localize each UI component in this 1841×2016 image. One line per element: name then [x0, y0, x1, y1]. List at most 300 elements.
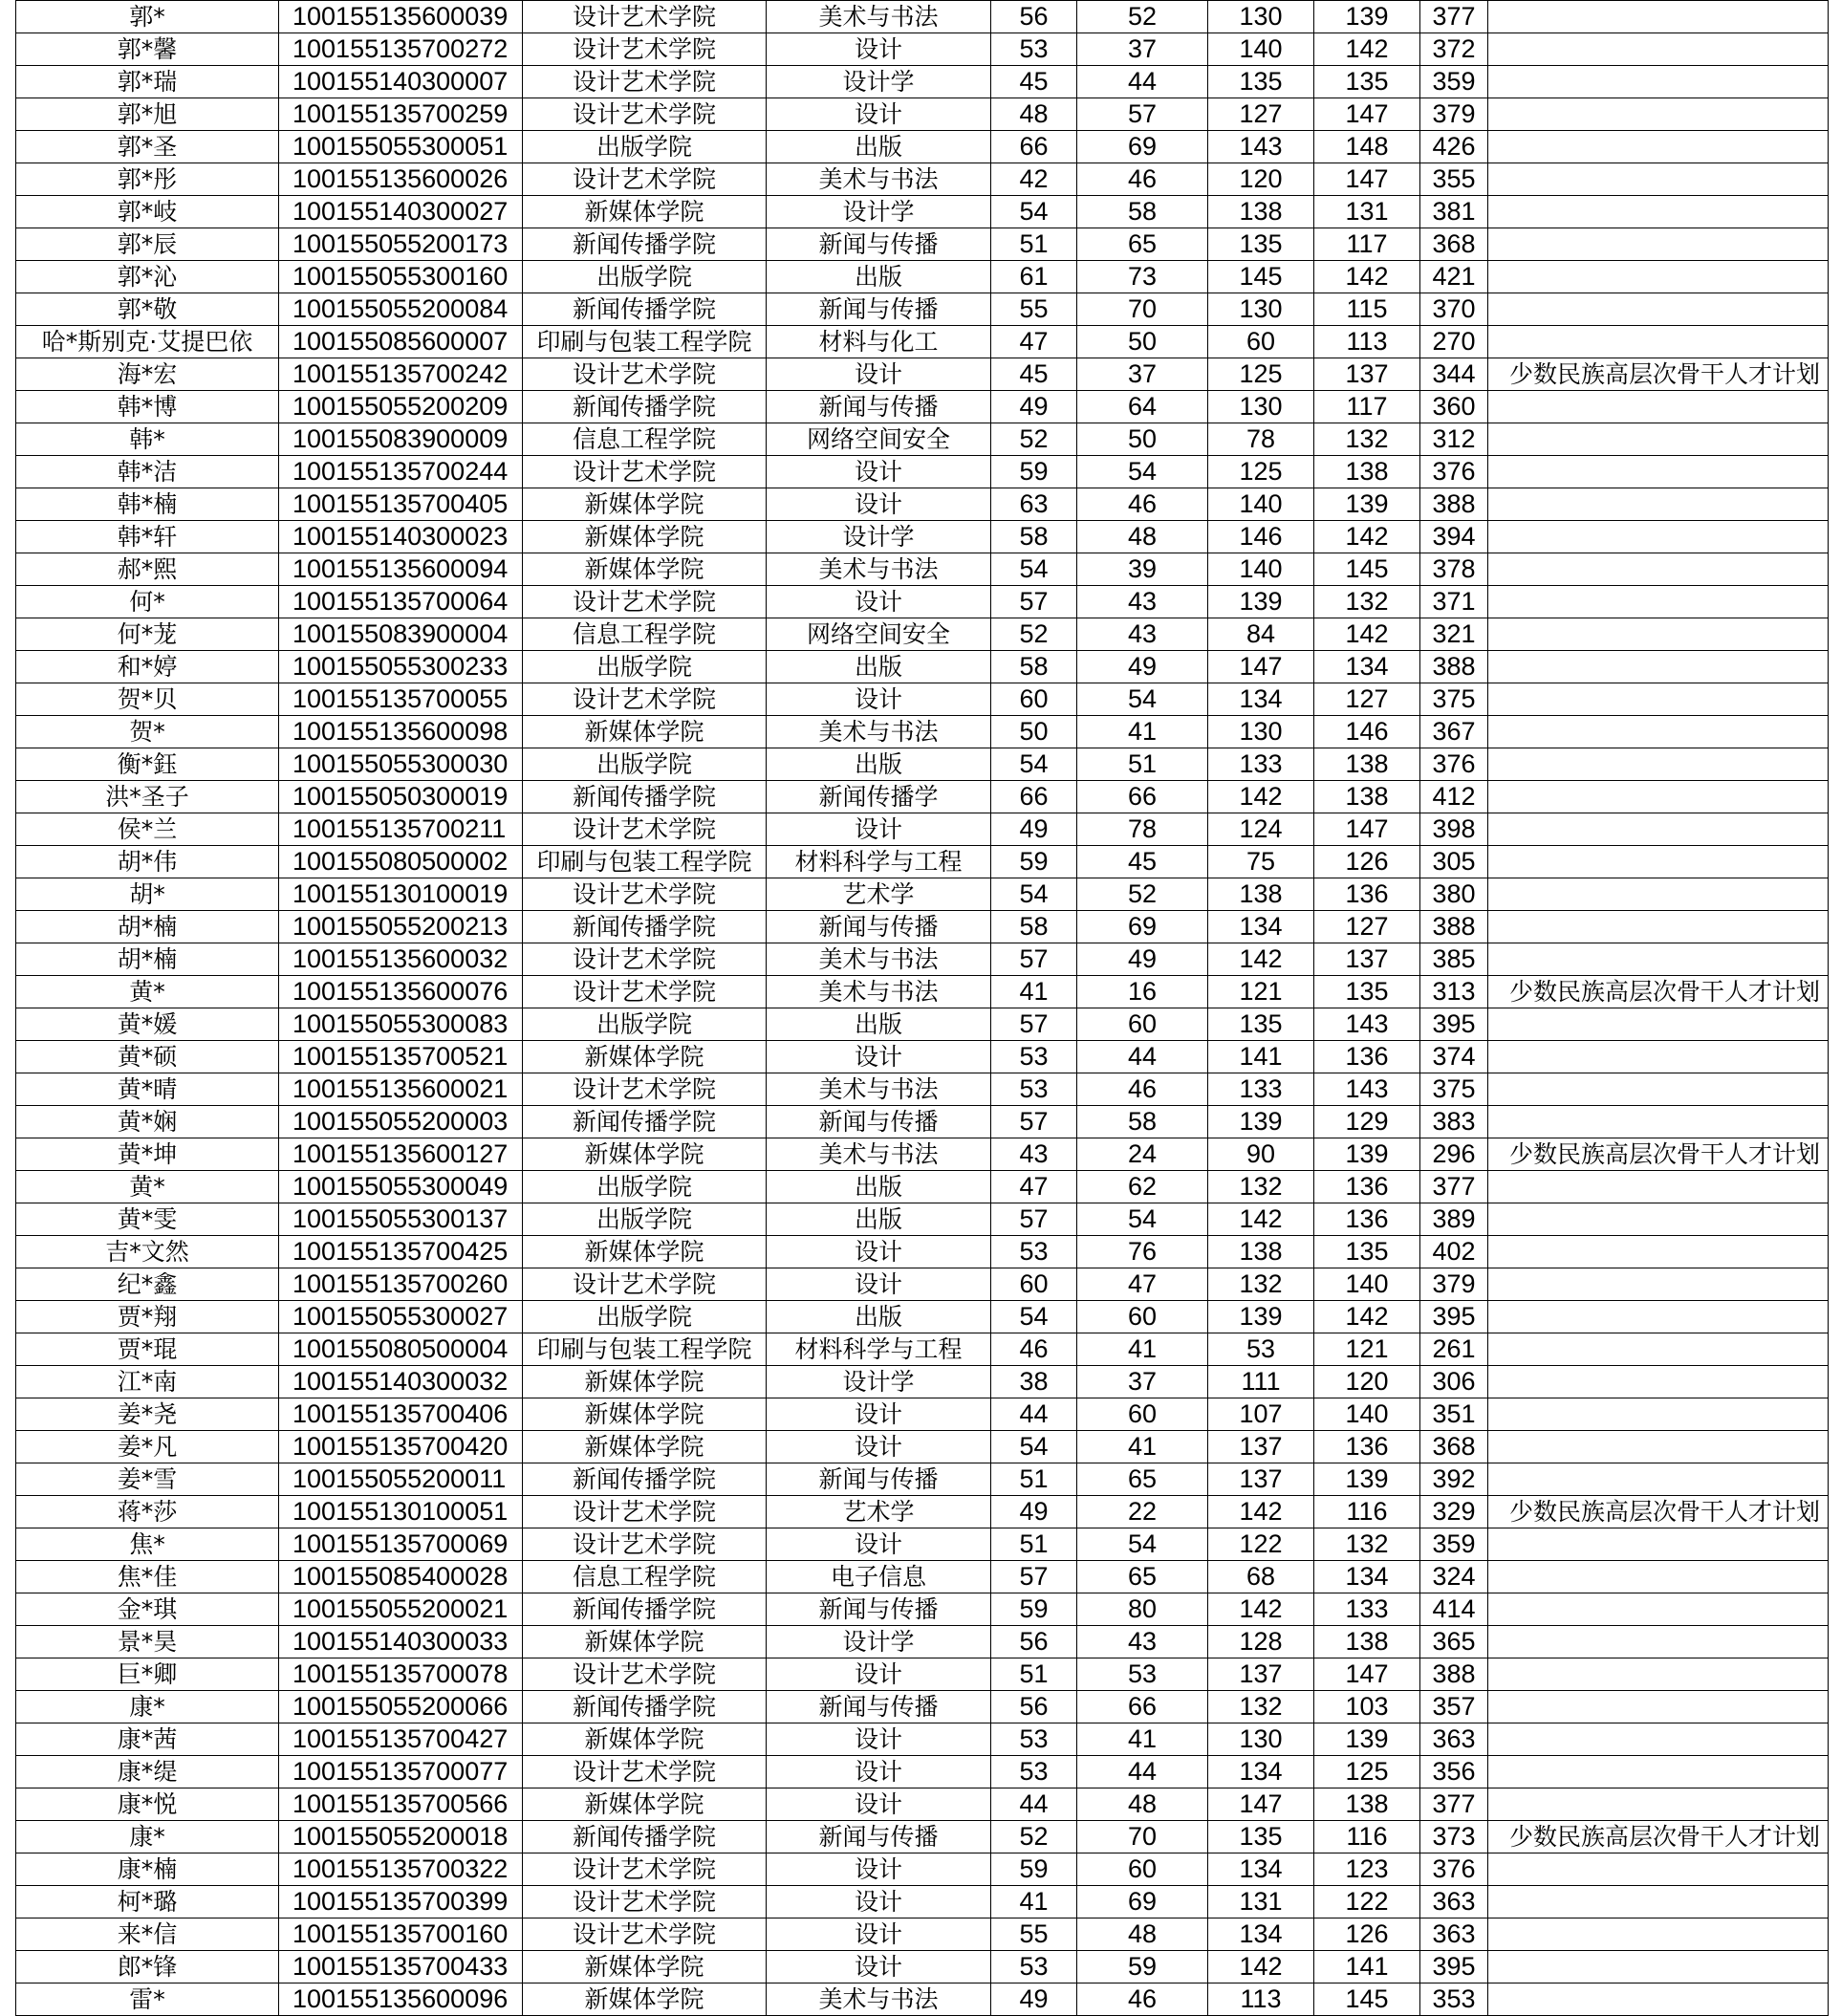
cell-score-1: 47: [991, 326, 1077, 358]
cell-major: 设计: [767, 1528, 991, 1561]
cell-score-3: 142: [1208, 1203, 1314, 1236]
cell-score-4: 146: [1314, 716, 1420, 748]
cell-exam-id: 100155055300233: [279, 651, 523, 683]
cell-note: 少数民族高层次骨干人才计划: [1488, 976, 1829, 1008]
cell-score-2: 22: [1077, 1496, 1208, 1528]
cell-exam-id: 100155055200209: [279, 391, 523, 423]
cell-score-3: 140: [1208, 553, 1314, 586]
cell-name: 郭*岐: [16, 196, 279, 228]
cell-score-3: 137: [1208, 1658, 1314, 1691]
cell-score-1: 42: [991, 163, 1077, 196]
table-row: [16, 748, 1829, 781]
cell-total: 368: [1420, 1431, 1488, 1463]
cell-major: 新闻与传播: [767, 1821, 991, 1853]
cell-score-1: 45: [991, 358, 1077, 391]
cell-name: 贺*: [16, 716, 279, 748]
cell-total: 360: [1420, 391, 1488, 423]
cell-college: 新闻传播学院: [523, 391, 767, 423]
cell-total: 313: [1420, 976, 1488, 1008]
cell-name: 黄*: [16, 1171, 279, 1203]
cell-name: 何*: [16, 586, 279, 618]
cell-score-2: 41: [1077, 1333, 1208, 1366]
cell-college: 新媒体学院: [523, 553, 767, 586]
cell-major: 美术与书法: [767, 976, 991, 1008]
cell-name: 海*宏: [16, 358, 279, 391]
table-row: [16, 1821, 1829, 1853]
cell-exam-id: 100155135700069: [279, 1528, 523, 1561]
cell-exam-id: 100155055300137: [279, 1203, 523, 1236]
cell-exam-id: 100155135700399: [279, 1886, 523, 1918]
cell-exam-id: 100155135700260: [279, 1268, 523, 1301]
cell-name: 康*: [16, 1691, 279, 1723]
table-row: [16, 976, 1829, 1008]
table-row: [16, 1106, 1829, 1138]
table-row: [16, 1918, 1829, 1951]
cell-score-3: 121: [1208, 976, 1314, 1008]
cell-major: 网络空间安全: [767, 423, 991, 456]
cell-score-3: 142: [1208, 1496, 1314, 1528]
cell-college: 信息工程学院: [523, 618, 767, 651]
cell-major: 材料与化工: [767, 326, 991, 358]
cell-college: 新媒体学院: [523, 1431, 767, 1463]
cell-score-4: 136: [1314, 1041, 1420, 1073]
cell-note: [1488, 1593, 1829, 1626]
cell-note: [1488, 1951, 1829, 1983]
cell-score-4: 117: [1314, 228, 1420, 261]
cell-name: 康*: [16, 1821, 279, 1853]
cell-total: 394: [1420, 521, 1488, 553]
cell-name: 康*悦: [16, 1788, 279, 1821]
cell-major: 设计: [767, 813, 991, 846]
cell-name: 贾*翔: [16, 1301, 279, 1333]
cell-major: 设计: [767, 1398, 991, 1431]
cell-total: 395: [1420, 1951, 1488, 1983]
cell-college: 出版学院: [523, 748, 767, 781]
cell-major: 设计: [767, 33, 991, 66]
cell-score-4: 147: [1314, 98, 1420, 131]
cell-score-4: 142: [1314, 33, 1420, 66]
cell-score-4: 121: [1314, 1333, 1420, 1366]
cell-total: 381: [1420, 196, 1488, 228]
cell-score-3: 68: [1208, 1561, 1314, 1593]
cell-name: 和*婷: [16, 651, 279, 683]
cell-name: 郭*圣: [16, 131, 279, 163]
cell-major: 设计: [767, 586, 991, 618]
cell-major: 艺术学: [767, 878, 991, 911]
cell-college: 印刷与包装工程学院: [523, 846, 767, 878]
cell-score-1: 51: [991, 1658, 1077, 1691]
cell-score-2: 44: [1077, 1756, 1208, 1788]
cell-name: 郎*锋: [16, 1951, 279, 1983]
cell-total: 392: [1420, 1463, 1488, 1496]
cell-note: [1488, 1008, 1829, 1041]
cell-score-2: 52: [1077, 878, 1208, 911]
table-row: [16, 1983, 1829, 2016]
cell-total: 368: [1420, 228, 1488, 261]
cell-college: 新媒体学院: [523, 1236, 767, 1268]
cell-college: 设计艺术学院: [523, 1886, 767, 1918]
cell-score-3: 53: [1208, 1333, 1314, 1366]
cell-name: 贾*琨: [16, 1333, 279, 1366]
cell-score-4: 140: [1314, 1398, 1420, 1431]
table-row: [16, 716, 1829, 748]
cell-name: 黄*媛: [16, 1008, 279, 1041]
cell-total: 306: [1420, 1366, 1488, 1398]
cell-major: 设计: [767, 1886, 991, 1918]
cell-total: 378: [1420, 553, 1488, 586]
cell-score-1: 56: [991, 1, 1077, 33]
cell-score-1: 55: [991, 1918, 1077, 1951]
cell-score-1: 58: [991, 521, 1077, 553]
cell-score-4: 135: [1314, 1236, 1420, 1268]
cell-name: 柯*璐: [16, 1886, 279, 1918]
cell-major: 美术与书法: [767, 1, 991, 33]
cell-score-1: 58: [991, 911, 1077, 943]
cell-major: 新闻与传播: [767, 911, 991, 943]
cell-score-2: 78: [1077, 813, 1208, 846]
cell-exam-id: 100155055300160: [279, 261, 523, 293]
cell-exam-id: 100155135700078: [279, 1658, 523, 1691]
cell-name: 韩*洁: [16, 456, 279, 488]
table-row: [16, 943, 1829, 976]
table-row: [16, 1431, 1829, 1463]
cell-score-1: 57: [991, 1008, 1077, 1041]
cell-score-3: 137: [1208, 1463, 1314, 1496]
cell-score-2: 69: [1077, 131, 1208, 163]
cell-college: 新媒体学院: [523, 1398, 767, 1431]
cell-exam-id: 100155135600076: [279, 976, 523, 1008]
cell-score-3: 138: [1208, 1236, 1314, 1268]
cell-total: 351: [1420, 1398, 1488, 1431]
table-row: [16, 1886, 1829, 1918]
cell-score-2: 48: [1077, 1788, 1208, 1821]
cell-exam-id: 100155135700420: [279, 1431, 523, 1463]
table-row: [16, 1788, 1829, 1821]
cell-score-4: 139: [1314, 1138, 1420, 1171]
cell-score-4: 147: [1314, 1658, 1420, 1691]
cell-note: [1488, 98, 1829, 131]
cell-score-4: 142: [1314, 261, 1420, 293]
cell-exam-id: 100155055200066: [279, 1691, 523, 1723]
cell-exam-id: 100155135700406: [279, 1398, 523, 1431]
cell-score-3: 145: [1208, 261, 1314, 293]
table-row: [16, 553, 1829, 586]
cell-score-1: 54: [991, 748, 1077, 781]
cell-college: 设计艺术学院: [523, 33, 767, 66]
cell-score-4: 136: [1314, 878, 1420, 911]
cell-total: 375: [1420, 683, 1488, 716]
cell-score-3: 135: [1208, 1821, 1314, 1853]
cell-total: 321: [1420, 618, 1488, 651]
cell-score-1: 54: [991, 196, 1077, 228]
cell-score-3: 130: [1208, 716, 1314, 748]
cell-exam-id: 100155135600098: [279, 716, 523, 748]
cell-total: 377: [1420, 1, 1488, 33]
cell-score-2: 76: [1077, 1236, 1208, 1268]
cell-score-4: 136: [1314, 1431, 1420, 1463]
table-row: [16, 1171, 1829, 1203]
cell-score-2: 47: [1077, 1268, 1208, 1301]
cell-name: 黄*: [16, 976, 279, 1008]
table-row: [16, 1463, 1829, 1496]
cell-score-4: 138: [1314, 1788, 1420, 1821]
cell-name: 蒋*莎: [16, 1496, 279, 1528]
cell-college: 设计艺术学院: [523, 163, 767, 196]
cell-name: 纪*鑫: [16, 1268, 279, 1301]
cell-score-3: 122: [1208, 1528, 1314, 1561]
cell-note: [1488, 228, 1829, 261]
cell-total: 377: [1420, 1788, 1488, 1821]
cell-score-2: 54: [1077, 456, 1208, 488]
cell-name: 黄*雯: [16, 1203, 279, 1236]
table-row: [16, 1398, 1829, 1431]
cell-college: 新闻传播学院: [523, 1593, 767, 1626]
cell-major: 出版: [767, 1301, 991, 1333]
cell-score-4: 131: [1314, 196, 1420, 228]
cell-score-2: 46: [1077, 1073, 1208, 1106]
cell-score-3: 124: [1208, 813, 1314, 846]
cell-note: [1488, 586, 1829, 618]
cell-college: 设计艺术学院: [523, 1268, 767, 1301]
cell-exam-id: 100155140300027: [279, 196, 523, 228]
cell-major: 设计: [767, 1041, 991, 1073]
cell-note: [1488, 293, 1829, 326]
cell-score-1: 47: [991, 1171, 1077, 1203]
cell-score-2: 66: [1077, 1691, 1208, 1723]
cell-name: 郝*熙: [16, 553, 279, 586]
cell-exam-id: 100155055300030: [279, 748, 523, 781]
cell-score-3: 132: [1208, 1171, 1314, 1203]
cell-note: [1488, 1301, 1829, 1333]
cell-score-4: 139: [1314, 1, 1420, 33]
cell-exam-id: 100155135700244: [279, 456, 523, 488]
cell-name: 姜*雪: [16, 1463, 279, 1496]
cell-score-2: 41: [1077, 1723, 1208, 1756]
cell-name: 何*茏: [16, 618, 279, 651]
cell-score-2: 54: [1077, 1203, 1208, 1236]
cell-score-1: 53: [991, 33, 1077, 66]
cell-total: 367: [1420, 716, 1488, 748]
cell-college: 设计艺术学院: [523, 1853, 767, 1886]
cell-score-2: 70: [1077, 1821, 1208, 1853]
cell-note: [1488, 423, 1829, 456]
cell-score-2: 80: [1077, 1593, 1208, 1626]
cell-score-2: 44: [1077, 66, 1208, 98]
cell-exam-id: 100155135600096: [279, 1983, 523, 2016]
cell-score-4: 126: [1314, 846, 1420, 878]
cell-college: 新闻传播学院: [523, 1106, 767, 1138]
cell-note: [1488, 1561, 1829, 1593]
cell-score-4: 126: [1314, 1918, 1420, 1951]
table-row: [16, 358, 1829, 391]
cell-name: 黄*硕: [16, 1041, 279, 1073]
cell-exam-id: 100155140300033: [279, 1626, 523, 1658]
cell-major: 出版: [767, 748, 991, 781]
cell-total: 329: [1420, 1496, 1488, 1528]
cell-exam-id: 100155135700405: [279, 488, 523, 521]
table-row: [16, 293, 1829, 326]
cell-total: 388: [1420, 911, 1488, 943]
cell-note: [1488, 716, 1829, 748]
cell-exam-id: 100155135600127: [279, 1138, 523, 1171]
table-row: [16, 846, 1829, 878]
cell-name: 哈*斯别克·艾提巴依: [16, 326, 279, 358]
table-row: [16, 683, 1829, 716]
cell-score-1: 50: [991, 716, 1077, 748]
cell-exam-id: 100155055200018: [279, 1821, 523, 1853]
cell-score-4: 143: [1314, 1073, 1420, 1106]
cell-name: 黄*坤: [16, 1138, 279, 1171]
cell-score-1: 52: [991, 1821, 1077, 1853]
cell-score-1: 53: [991, 1236, 1077, 1268]
cell-total: 395: [1420, 1301, 1488, 1333]
cell-exam-id: 100155135700160: [279, 1918, 523, 1951]
cell-score-1: 52: [991, 423, 1077, 456]
cell-total: 414: [1420, 1593, 1488, 1626]
cell-college: 出版学院: [523, 651, 767, 683]
cell-score-1: 54: [991, 878, 1077, 911]
cell-note: [1488, 943, 1829, 976]
cell-score-2: 37: [1077, 33, 1208, 66]
cell-note: [1488, 911, 1829, 943]
cell-college: 新媒体学院: [523, 716, 767, 748]
cell-name: 胡*楠: [16, 943, 279, 976]
cell-exam-id: 100155135600094: [279, 553, 523, 586]
cell-major: 设计: [767, 1788, 991, 1821]
cell-major: 设计学: [767, 521, 991, 553]
cell-exam-id: 100155083900009: [279, 423, 523, 456]
cell-exam-id: 100155080500002: [279, 846, 523, 878]
cell-score-3: 146: [1208, 521, 1314, 553]
cell-college: 新闻传播学院: [523, 781, 767, 813]
cell-total: 371: [1420, 586, 1488, 618]
cell-total: 373: [1420, 1821, 1488, 1853]
table-row: [16, 521, 1829, 553]
cell-major: 美术与书法: [767, 943, 991, 976]
cell-college: 出版学院: [523, 261, 767, 293]
cell-score-4: 132: [1314, 1528, 1420, 1561]
cell-score-4: 137: [1314, 358, 1420, 391]
cell-score-4: 136: [1314, 1171, 1420, 1203]
cell-name: 胡*伟: [16, 846, 279, 878]
cell-score-3: 139: [1208, 586, 1314, 618]
cell-note: [1488, 1658, 1829, 1691]
table-row: [16, 33, 1829, 66]
cell-score-3: 120: [1208, 163, 1314, 196]
cell-note: [1488, 261, 1829, 293]
cell-total: 356: [1420, 1756, 1488, 1788]
cell-score-3: 134: [1208, 1918, 1314, 1951]
cell-score-4: 142: [1314, 521, 1420, 553]
cell-score-2: 39: [1077, 553, 1208, 586]
cell-score-4: 139: [1314, 1723, 1420, 1756]
table-row: [16, 1203, 1829, 1236]
cell-total: 344: [1420, 358, 1488, 391]
cell-score-4: 148: [1314, 131, 1420, 163]
cell-exam-id: 100155055300027: [279, 1301, 523, 1333]
cell-major: 设计: [767, 1756, 991, 1788]
cell-college: 信息工程学院: [523, 423, 767, 456]
cell-score-3: 134: [1208, 1853, 1314, 1886]
cell-score-1: 55: [991, 293, 1077, 326]
table-row: [16, 1073, 1829, 1106]
table-row: [16, 391, 1829, 423]
cell-score-3: 128: [1208, 1626, 1314, 1658]
cell-score-4: 134: [1314, 651, 1420, 683]
cell-college: 设计艺术学院: [523, 1918, 767, 1951]
cell-note: [1488, 1756, 1829, 1788]
cell-total: 359: [1420, 66, 1488, 98]
cell-score-1: 61: [991, 261, 1077, 293]
cell-major: 新闻与传播: [767, 228, 991, 261]
cell-score-1: 63: [991, 488, 1077, 521]
cell-major: 新闻与传播: [767, 1463, 991, 1496]
cell-note: [1488, 1366, 1829, 1398]
cell-score-3: 133: [1208, 748, 1314, 781]
cell-name: 郭*沁: [16, 261, 279, 293]
cell-score-4: 127: [1314, 683, 1420, 716]
cell-note: [1488, 456, 1829, 488]
cell-score-2: 66: [1077, 781, 1208, 813]
cell-name: 韩*楠: [16, 488, 279, 521]
table-row: [16, 1756, 1829, 1788]
cell-college: 新闻传播学院: [523, 293, 767, 326]
cell-total: 402: [1420, 1236, 1488, 1268]
cell-total: 412: [1420, 781, 1488, 813]
cell-score-1: 49: [991, 813, 1077, 846]
cell-major: 新闻传播学: [767, 781, 991, 813]
cell-score-4: 137: [1314, 943, 1420, 976]
cell-major: 美术与书法: [767, 716, 991, 748]
cell-major: 设计: [767, 1268, 991, 1301]
cell-note: [1488, 1268, 1829, 1301]
cell-note: 少数民族高层次骨干人才计划: [1488, 1496, 1829, 1528]
cell-major: 设计: [767, 456, 991, 488]
cell-note: [1488, 1918, 1829, 1951]
cell-score-1: 44: [991, 1398, 1077, 1431]
cell-note: [1488, 1, 1829, 33]
cell-score-4: 139: [1314, 1463, 1420, 1496]
cell-score-3: 141: [1208, 1041, 1314, 1073]
cell-score-3: 60: [1208, 326, 1314, 358]
cell-score-4: 117: [1314, 391, 1420, 423]
cell-score-2: 60: [1077, 1398, 1208, 1431]
cell-score-2: 41: [1077, 1431, 1208, 1463]
cell-score-2: 50: [1077, 423, 1208, 456]
cell-total: 357: [1420, 1691, 1488, 1723]
cell-score-3: 130: [1208, 293, 1314, 326]
cell-name: 康*茜: [16, 1723, 279, 1756]
cell-exam-id: 100155135700425: [279, 1236, 523, 1268]
cell-note: [1488, 1106, 1829, 1138]
cell-score-3: 84: [1208, 618, 1314, 651]
cell-score-2: 41: [1077, 716, 1208, 748]
cell-college: 新媒体学院: [523, 1788, 767, 1821]
cell-score-3: 142: [1208, 943, 1314, 976]
cell-score-3: 125: [1208, 456, 1314, 488]
cell-total: 377: [1420, 1171, 1488, 1203]
cell-score-3: 125: [1208, 358, 1314, 391]
table-row: [16, 911, 1829, 943]
cell-name: 衡*鈺: [16, 748, 279, 781]
cell-score-3: 133: [1208, 1073, 1314, 1106]
cell-college: 设计艺术学院: [523, 943, 767, 976]
cell-name: 黄*娴: [16, 1106, 279, 1138]
cell-score-4: 125: [1314, 1756, 1420, 1788]
table-row: [16, 1723, 1829, 1756]
cell-note: 少数民族高层次骨干人才计划: [1488, 358, 1829, 391]
cell-major: 出版: [767, 131, 991, 163]
